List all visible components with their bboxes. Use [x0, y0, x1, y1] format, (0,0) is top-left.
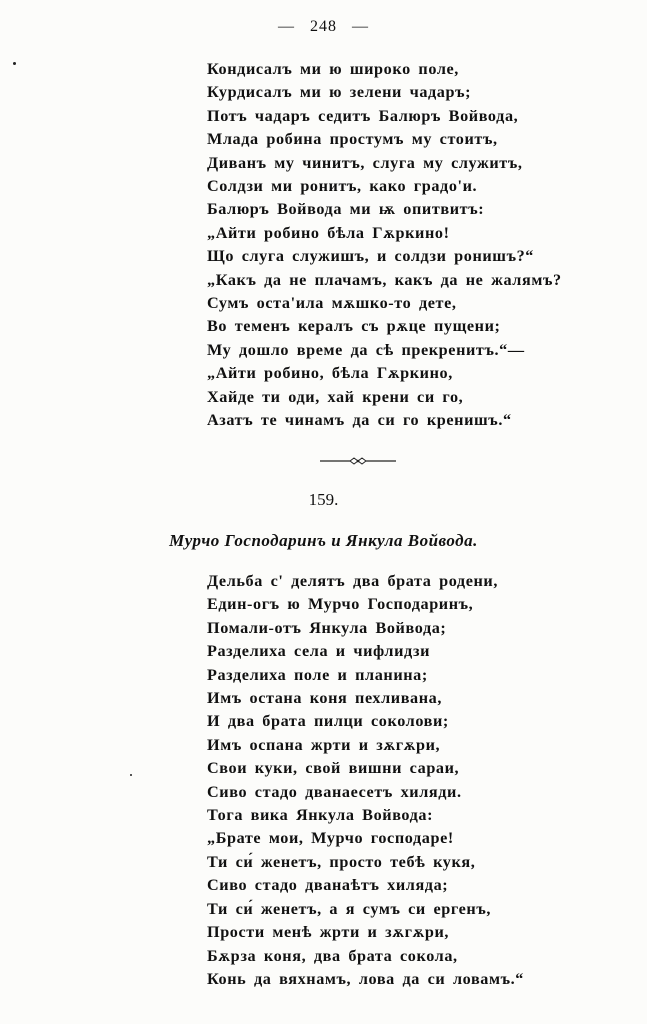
- verse-line: Разделиха села и чифлидзи: [207, 642, 431, 661]
- verse-line: Сумъ оста'ила мѫшко-то дете,: [207, 294, 457, 313]
- verse-line: Курдисалъ ми ю зелени чадаръ;: [207, 83, 472, 102]
- page-number: 248: [310, 18, 337, 35]
- verse-line: Ти си́ женетъ, а я сумъ си ергенъ,: [207, 899, 492, 918]
- song-title: Мурчо Господаринъ и Янкула Войвода.: [169, 531, 478, 550]
- verse-line: Кондисалъ ми ю широко поле,: [207, 60, 459, 78]
- verse-line: „Айти робино, бѣла Гѫркино,: [207, 364, 453, 383]
- verse-line: Му дошло време да сѣ прекренитъ.“—: [207, 340, 525, 359]
- verse-line: Дельба с' делятъ два брата родени,: [207, 572, 499, 590]
- verse-line: Диванъ му чинитъ, слуга му служитъ,: [207, 153, 523, 172]
- poem-stanza-2: [207, 570, 524, 991]
- verse-line: Тога вика Янкула Войвода:: [207, 806, 434, 825]
- poem-stanza-1: [207, 58, 562, 433]
- verse-line: Во теменъ кералъ съ рѫце пущени;: [207, 317, 501, 336]
- verse-line: Млада робина простумъ му стоитъ,: [207, 130, 498, 149]
- verse-line: Сиво стадо дванаѣтъ хиляда;: [207, 876, 449, 895]
- verse-line: Разделиха поле и планина;: [207, 665, 428, 684]
- margin-speck: [130, 774, 132, 776]
- verse-line: Помали-отъ Янкула Войвода;: [207, 618, 447, 637]
- verse-line: Сиво стадо дванаесетъ хиляди.: [207, 782, 462, 801]
- verse-line: Имъ оспана жрти и зѫгѫри,: [207, 735, 441, 754]
- verse-line: Балюръ Войвода ми ѭ опитвитъ:: [207, 200, 485, 219]
- verse-line: Свои куки, свой вишни сараи,: [207, 759, 460, 778]
- song-number: 159.: [308, 490, 339, 509]
- verse-line: Един-огъ ю Мурчо Господаринъ,: [207, 595, 474, 614]
- verse-line: Бѫрза коня, два брата сокола,: [207, 946, 458, 965]
- verse-line: „Брате мои, Мурчо господаре!: [207, 829, 454, 848]
- verse-line: Имъ остана коня пехливана,: [207, 689, 443, 708]
- verse-line: Азатъ те чинамъ да си го кренишъ.“: [207, 411, 512, 430]
- section-divider-ornament-icon: [320, 456, 396, 466]
- verse-line: Потъ чадаръ седитъ Балюръ Войвода,: [207, 106, 519, 125]
- verse-line: Прости менѣ жрти и зѫгѫри,: [207, 923, 450, 942]
- verse-line: Що слуга служишъ, и солдзи ронишъ?“: [207, 247, 535, 266]
- verse-line: Ти си́ женетъ, просто тебѣ кукя,: [207, 852, 476, 871]
- margin-speck: [13, 62, 16, 65]
- dash-right: —: [352, 18, 369, 35]
- dash-left: —: [278, 18, 295, 35]
- verse-line: И два брата пилци соколови;: [207, 712, 449, 731]
- page-number-header: [0, 18, 647, 36]
- verse-line: Конь да вяхнамъ, лова да си ловамъ.“: [207, 969, 524, 988]
- verse-line: „Айти робино бѣла Гѫркино!: [207, 223, 450, 242]
- verse-line: Хайде ти оди, хай крени си го,: [207, 387, 464, 406]
- verse-line: „Какъ да не плачамъ, какъ да не жалямъ?: [207, 270, 562, 289]
- verse-line: Солдзи ми ронитъ, како градо'и.: [207, 177, 478, 196]
